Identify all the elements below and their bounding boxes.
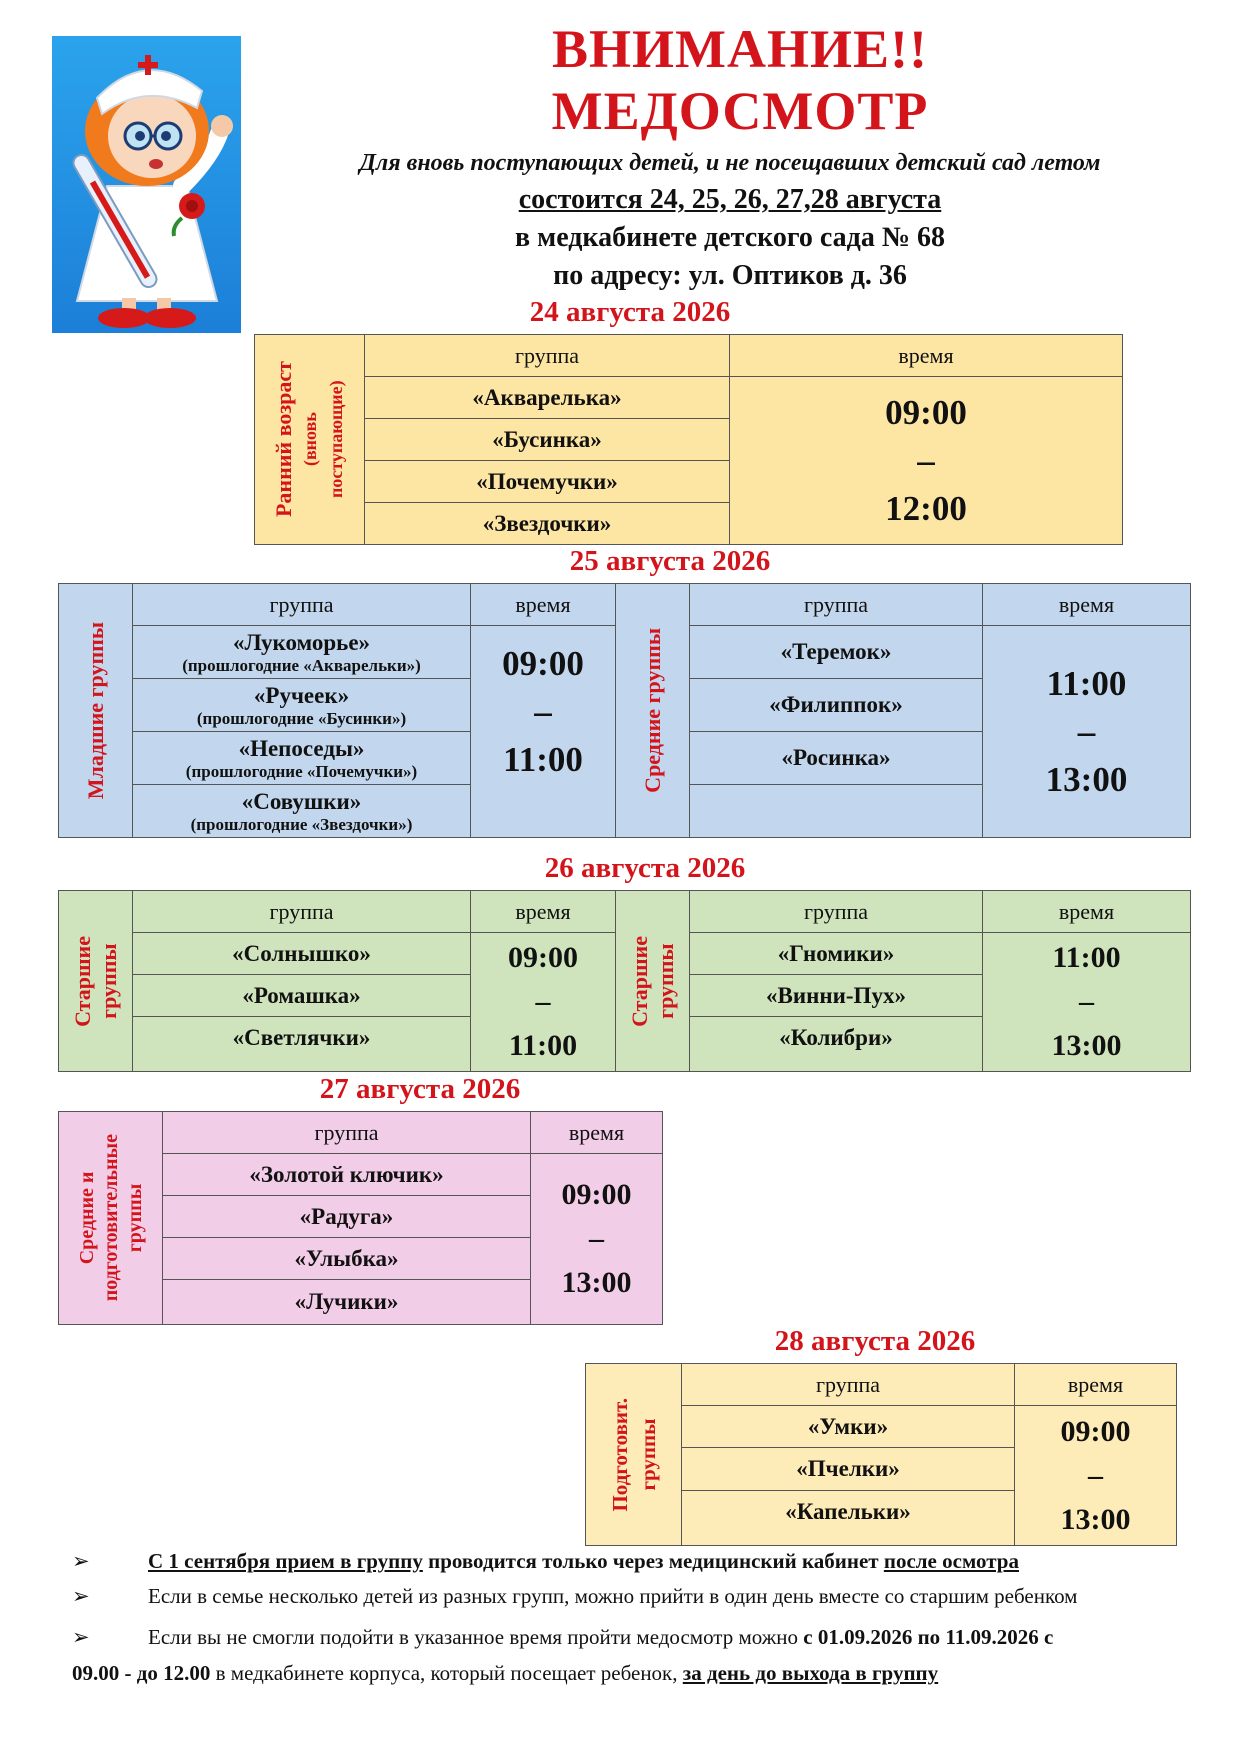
- group-cell: «Умки»: [682, 1406, 1015, 1448]
- time-from: 09:00: [885, 392, 967, 432]
- group-note: (прошлогодние «Акварельки»): [182, 655, 421, 675]
- column-header-group: группа: [690, 584, 983, 626]
- time-from: 09:00: [561, 1178, 632, 1211]
- time-dash: –: [535, 985, 551, 1018]
- note-admission: [72, 1548, 1222, 1574]
- column-header-time: время: [730, 335, 1123, 377]
- time-range-cell: [471, 626, 616, 838]
- dates-line: состоится 24, 25, 26, 27,28 августа: [518, 184, 942, 215]
- schedule-table-26-senior-b: [615, 890, 1191, 1072]
- group-cell: [133, 679, 471, 732]
- group-name: «Совушки»: [241, 788, 362, 814]
- time-from: 09:00: [1060, 1414, 1131, 1448]
- group-cell: «Золотой ключик»: [163, 1154, 531, 1196]
- side-label-junior: Младшие группы: [59, 584, 133, 838]
- group-name: «Непоседы»: [238, 735, 365, 761]
- group-cell: «Росинка»: [690, 732, 983, 785]
- group-note: (прошлогодние «Почемучки»): [185, 761, 418, 781]
- note-text-bold: 09.00 - до 12.00: [72, 1661, 211, 1685]
- time-from: 11:00: [1046, 663, 1127, 703]
- time-to: 11:00: [508, 1029, 578, 1062]
- group-note: (прошлогодние «Бусинки»): [196, 708, 407, 728]
- note-text-underlined: С 1 сентября прием в группу: [148, 1549, 423, 1573]
- note-text-underlined: за день до выхода в группу: [682, 1661, 939, 1685]
- note-text: проводится только через медицинский кабинет: [422, 1549, 884, 1573]
- subtitle: Для вновь поступающих детей, и не посещавших детский сад летом: [359, 150, 1101, 176]
- schedule-table-26-senior-a: [58, 890, 616, 1072]
- time-from: 09:00: [508, 941, 578, 974]
- group-cell-empty: [690, 785, 983, 838]
- time-to: 13:00: [1060, 1502, 1131, 1536]
- column-header-time: время: [531, 1112, 663, 1154]
- side-label-middle-preparatory: [59, 1112, 163, 1325]
- group-cell: «Теремок»: [690, 626, 983, 679]
- date-heading-24: 24 августа 2026: [529, 296, 731, 328]
- note-text-underlined: после осмотра: [883, 1549, 1019, 1573]
- group-cell: «Капельки»: [682, 1490, 1015, 1545]
- time-dash: –: [1088, 1458, 1103, 1492]
- date-heading-26: 26 августа 2026: [544, 852, 746, 884]
- time-range-cell: [983, 933, 1191, 1072]
- note-text-bold: с 01.09.2026 по 11.09.2026 с: [803, 1625, 1054, 1649]
- time-dash: –: [917, 440, 935, 480]
- side-label-senior: [616, 891, 690, 1072]
- side-label-line: группы: [652, 943, 678, 1019]
- schedule-table-25-junior: [58, 583, 616, 838]
- note-text: Если вы не смогли подойти в указанное время пройти медосмотр можно: [148, 1625, 804, 1649]
- title-line-medical-exam: МЕДОСМОТР: [551, 81, 929, 141]
- schedule-table-27: [58, 1111, 663, 1325]
- side-label-middle: Средние группы: [616, 584, 690, 838]
- side-label-line: Старшие: [69, 935, 95, 1027]
- side-label-line: поступающие): [325, 380, 346, 499]
- group-cell: «Радуга»: [163, 1196, 531, 1238]
- side-label-line: Средние и: [75, 1171, 98, 1265]
- group-name: «Ручеек»: [253, 682, 350, 708]
- column-header-time: время: [983, 584, 1191, 626]
- group-cell: «Почемучки»: [365, 461, 730, 503]
- group-name: «Лукоморье»: [232, 629, 371, 655]
- group-cell: «Бусинка»: [365, 419, 730, 461]
- note-text: Если в семье несколько детей из разных групп, можно прийти в один день вместе со старшим ребенком: [148, 1584, 1078, 1608]
- column-header-time: время: [1015, 1364, 1177, 1406]
- side-label-early-age: [255, 335, 365, 545]
- address-line: по адресу: ул. Оптиков д. 36: [553, 260, 907, 291]
- group-cell: «Гномики»: [690, 933, 983, 975]
- time-to: 13:00: [1045, 759, 1128, 799]
- location-line: в медкабинете детского сада № 68: [515, 222, 945, 253]
- arrow-bullet-icon: ➢: [72, 1584, 90, 1608]
- column-header-group: группа: [133, 584, 471, 626]
- side-label-line: (вновь: [299, 412, 320, 467]
- time-to: 13:00: [1051, 1029, 1122, 1062]
- date-heading-25: 25 августа 2026: [569, 545, 771, 577]
- note-siblings: [72, 1583, 1222, 1609]
- side-label-line: Ранний возраст: [270, 361, 296, 518]
- group-cell: «Светлячки»: [133, 1017, 471, 1072]
- side-label-senior: [59, 891, 133, 1072]
- group-cell: «Колибри»: [690, 1017, 983, 1072]
- title-line-attention: ВНИМАНИЕ!!: [552, 19, 928, 79]
- group-note: (прошлогодние «Звездочки»): [190, 814, 413, 834]
- group-cell: [133, 626, 471, 679]
- time-to: 12:00: [885, 488, 967, 528]
- side-label-line: группы: [635, 1418, 660, 1491]
- time-range-cell: [531, 1154, 663, 1325]
- time-dash: –: [589, 1222, 604, 1255]
- column-header-group: группа: [365, 335, 730, 377]
- schedule-table-28: [585, 1363, 1177, 1546]
- group-cell: «Пчелки»: [682, 1448, 1015, 1490]
- side-label-line: Старшие: [626, 935, 652, 1027]
- column-header-time: время: [471, 891, 616, 933]
- date-heading-28: 28 августа 2026: [774, 1325, 976, 1357]
- group-cell: «Улыбка»: [163, 1238, 531, 1280]
- group-cell: «Акварелька»: [365, 377, 730, 419]
- time-from: 11:00: [1052, 941, 1121, 974]
- schedule-table-25-middle: [615, 583, 1191, 838]
- time-to: 13:00: [561, 1266, 632, 1299]
- time-dash: –: [534, 692, 552, 731]
- time-dash: –: [1077, 711, 1096, 751]
- side-label-line: группы: [95, 943, 121, 1019]
- group-cell: «Звездочки»: [365, 503, 730, 545]
- time-to: 11:00: [503, 740, 583, 779]
- group-cell: [133, 785, 471, 838]
- column-header-group: группа: [682, 1364, 1015, 1406]
- time-range-cell: [471, 933, 616, 1072]
- schedule-table-24: [254, 334, 1123, 545]
- arrow-bullet-icon: ➢: [72, 1625, 90, 1649]
- nurse-illustration: [52, 36, 241, 333]
- side-label-line: группы: [123, 1183, 146, 1253]
- column-header-time: время: [471, 584, 616, 626]
- time-range-cell: [730, 377, 1123, 545]
- group-cell: «Ромашка»: [133, 975, 471, 1017]
- column-header-time: время: [983, 891, 1191, 933]
- page-title: [310, 18, 1170, 142]
- column-header-group: группа: [133, 891, 471, 933]
- note-text: в медкабинете корпуса, который посещает ребенок,: [210, 1661, 683, 1685]
- group-cell: «Лучики»: [163, 1280, 531, 1325]
- side-label-line: Подготовит.: [607, 1397, 632, 1512]
- side-label-preparatory: [586, 1364, 682, 1546]
- time-range-cell: [983, 626, 1191, 838]
- arrow-bullet-icon: ➢: [72, 1549, 90, 1573]
- group-cell: «Солнышко»: [133, 933, 471, 975]
- nurse-with-thermometer-icon: [52, 36, 241, 333]
- group-cell: «Филиппок»: [690, 679, 983, 732]
- time-from: 09:00: [502, 644, 584, 683]
- column-header-group: группа: [163, 1112, 531, 1154]
- group-cell: «Винни-Пух»: [690, 975, 983, 1017]
- group-cell: [133, 732, 471, 785]
- date-heading-27: 27 августа 2026: [319, 1073, 521, 1105]
- column-header-group: группа: [690, 891, 983, 933]
- time-dash: –: [1079, 985, 1094, 1018]
- time-range-cell: [1015, 1406, 1177, 1546]
- note-missed-exam: [72, 1619, 1222, 1691]
- side-label-line: подготовительные: [99, 1134, 122, 1302]
